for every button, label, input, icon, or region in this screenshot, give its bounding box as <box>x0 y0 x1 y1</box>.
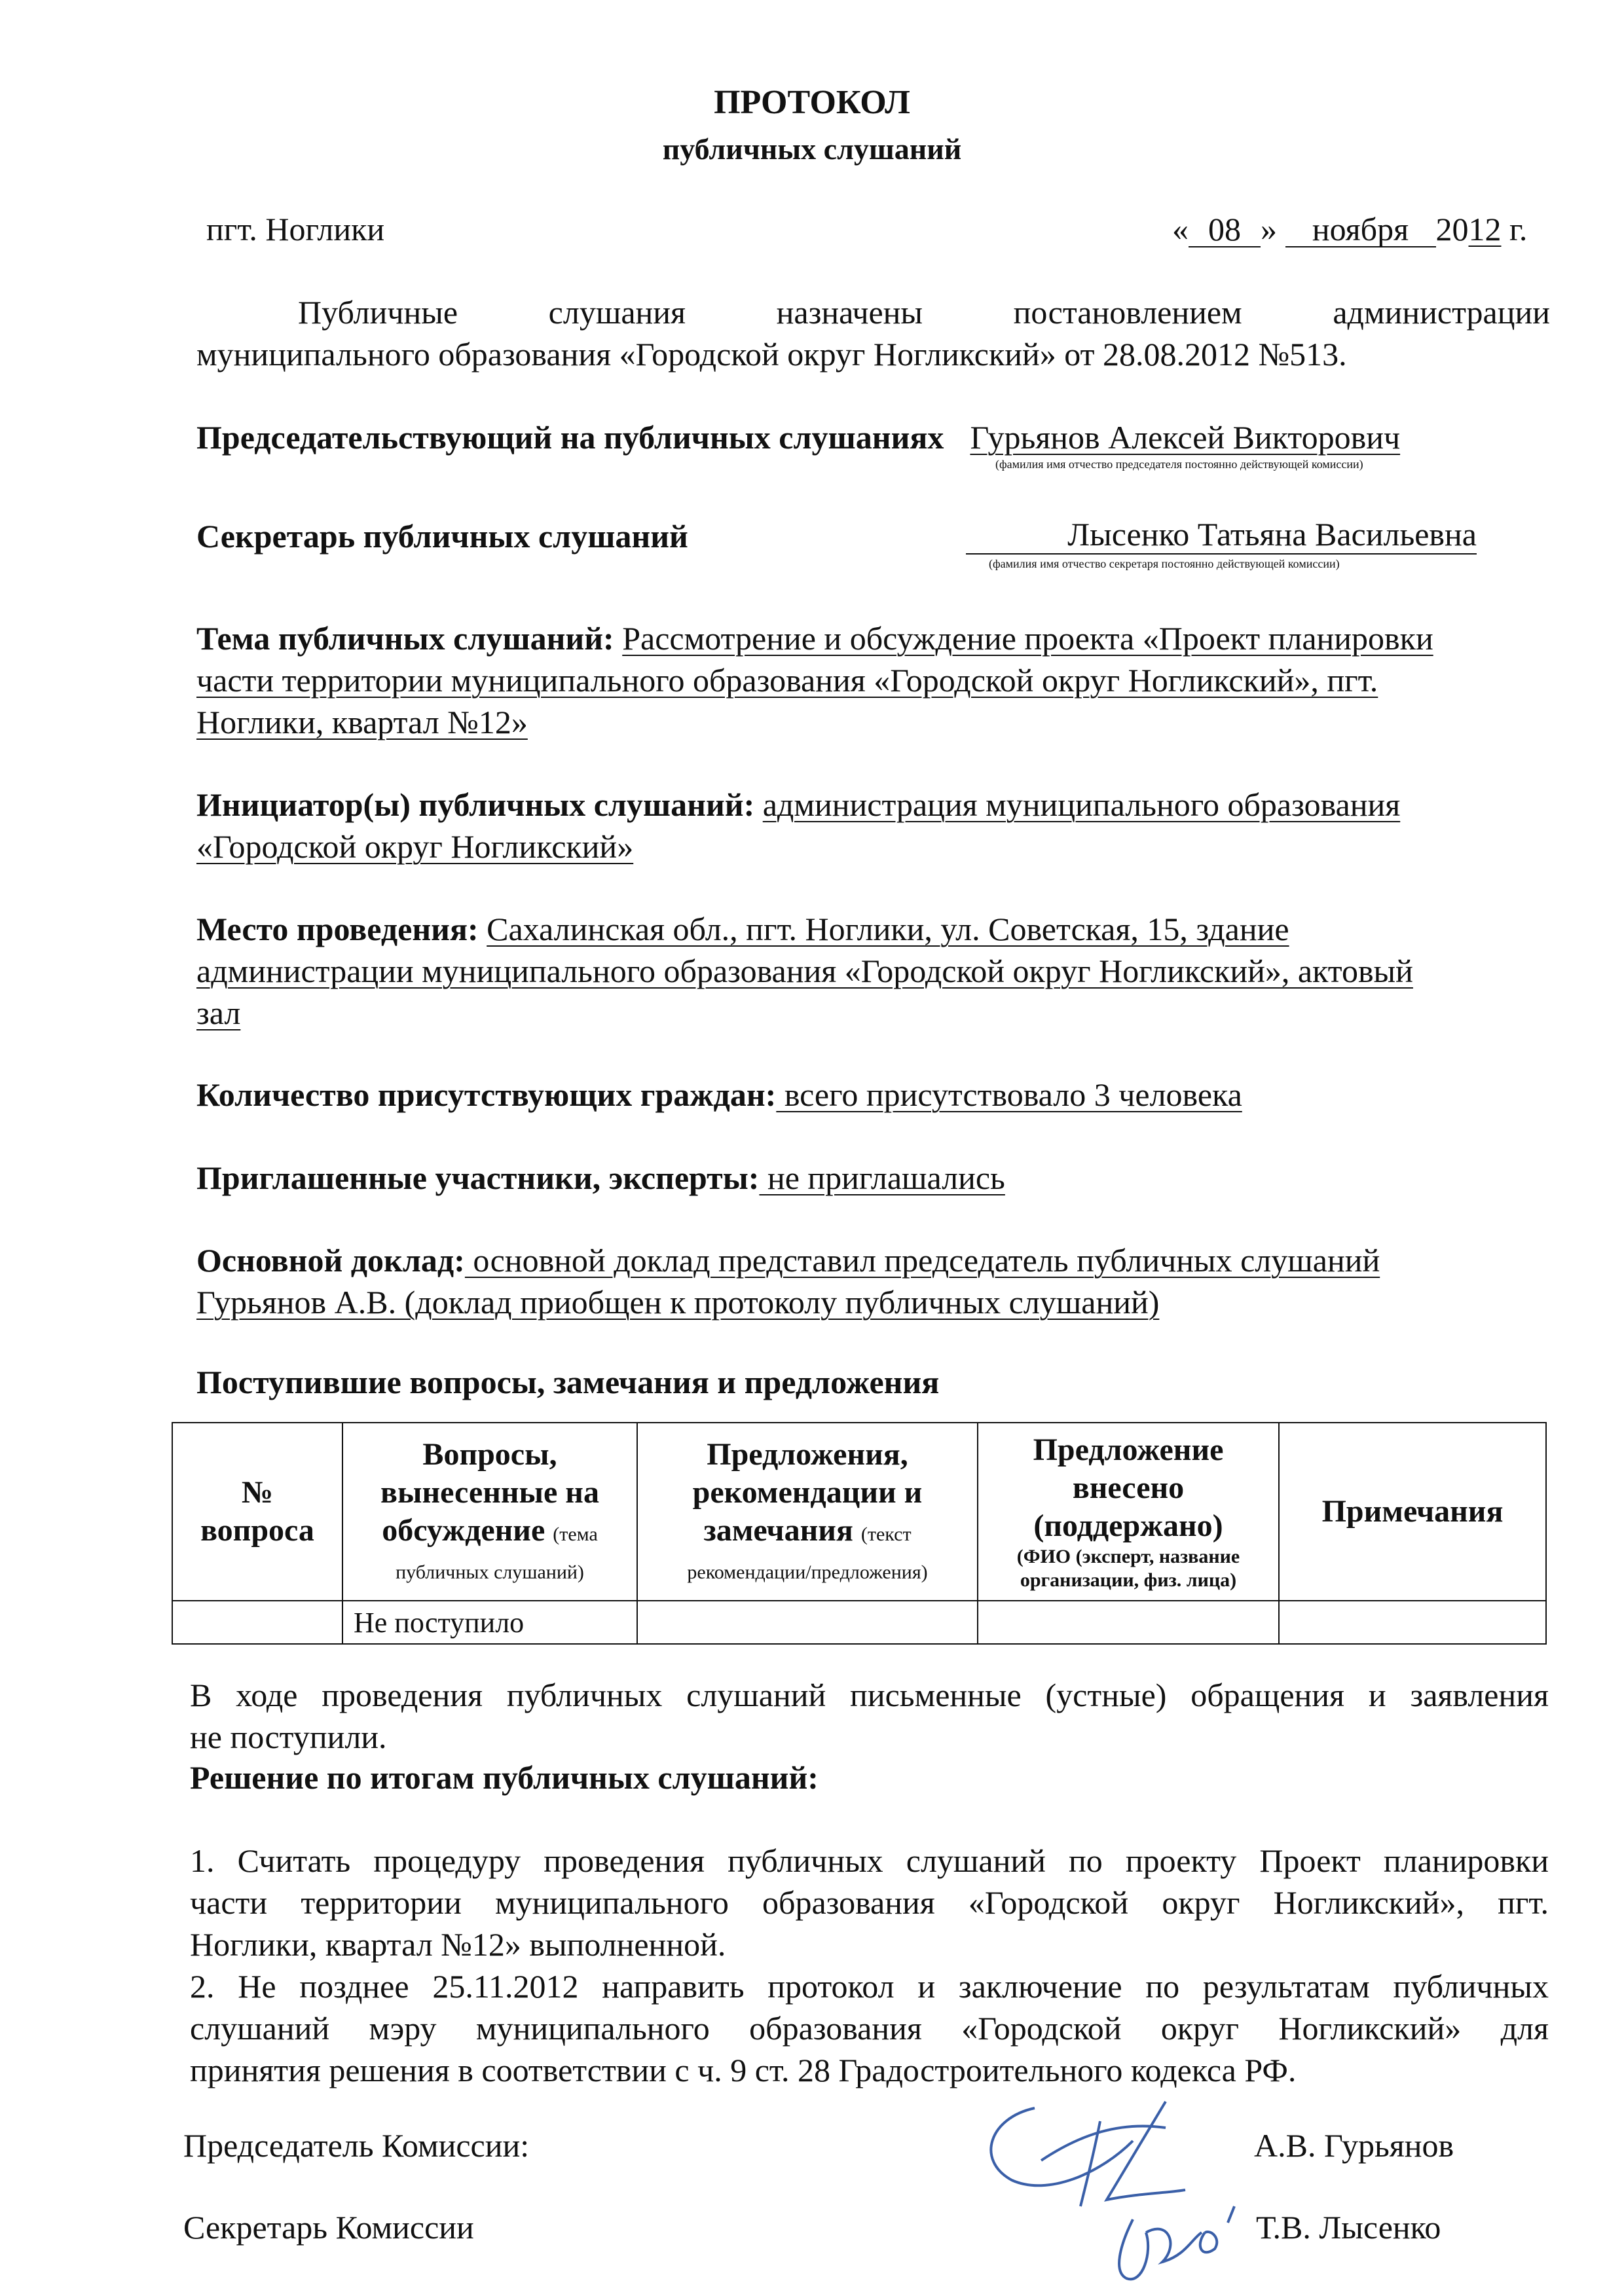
cell-number <box>172 1601 342 1644</box>
invited-row <box>196 1157 1005 1199</box>
venue-line-1 <box>196 908 1289 950</box>
date-day: 08 <box>1189 212 1261 247</box>
secretary-signature-drawing <box>1107 2193 1257 2291</box>
cell-question: Не поступило <box>342 1601 637 1644</box>
topic-label: Тема публичных слушаний: <box>196 620 614 657</box>
initiator-label: Инициатор(ы) публичных слушаний: <box>196 786 755 823</box>
header-proposals-sub: (текст рекомендации/предложения) <box>687 1523 928 1583</box>
decision-1-line-2: части территории муниципального образования «Городской округ Ногликский», пгт. <box>190 1884 1549 1921</box>
header-proposal-author <box>978 1423 1279 1601</box>
date-month: ноября <box>1285 212 1436 247</box>
date-close-quote: » <box>1261 211 1277 247</box>
initiator-text-1: администрация муниципального образования <box>762 786 1401 823</box>
chair-signature-name: А.В. Гурьянов <box>1254 2127 1454 2164</box>
venue-text-1: Сахалинская обл., пгт. Ноглики, ул. Советская, 15, здание <box>487 911 1289 947</box>
report-label: Основной доклад: <box>196 1242 465 1279</box>
report-line-1 <box>196 1239 1380 1281</box>
header-proposals <box>637 1423 978 1601</box>
decision-1-line-1: 1. Считать процедуру проведения публичных слушаний по проекту Проект планировки <box>190 1842 1549 1879</box>
intro-line-2: муниципального образования «Городской округ Ногликский» от 28.08.2012 №513. <box>196 336 1347 373</box>
date-year-suffix: 12 <box>1468 211 1502 247</box>
chairman-name: Гурьянов Алексей Викторович <box>970 419 1401 456</box>
chairman-caption: (фамилия имя отчество председателя постоянно действующей комиссии) <box>995 458 1363 471</box>
header-questions-main: Вопросы, вынесенные на обсуждение <box>380 1437 599 1548</box>
header-proposals-main: Предложения, рекомендации и замечания <box>692 1437 923 1548</box>
decision-1-line-3: Ноглики, квартал №12» выполненной. <box>190 1926 726 1963</box>
place-name: пгт. Ноглики <box>206 211 385 247</box>
attendance-label: Количество присутствующих граждан: <box>196 1076 777 1113</box>
secretary-name: Лысенко Татьяна Васильевна <box>966 515 1477 555</box>
invited-value: не приглашались <box>759 1159 1005 1196</box>
table-header-row <box>172 1423 1546 1601</box>
report-text-2: Гурьянов А.В. (доклад приобщен к протоколу публичных слушаний) <box>196 1284 1160 1321</box>
venue-text-2: администрации муниципального образования «Городской округ Ногликский», актовый <box>196 953 1413 989</box>
questions-table <box>172 1422 1547 1645</box>
topic-text-2: части территории муниципального образования «Городской округ Ногликский», пгт. <box>196 662 1378 699</box>
decision-2-line-1: 2. Не позднее 25.11.2012 направить протокол и заключение по результатам публичных <box>190 1968 1549 2005</box>
decision-2-line-2: слушаний мэру муниципального образования «Городской округ Ногликский» для <box>190 2010 1549 2047</box>
summary-line-2: не поступили. <box>190 1719 387 1755</box>
venue-text-3: зал <box>196 994 241 1031</box>
header-author-sub: (ФИО (эксперт, название организации, физ. лица) <box>1016 1546 1240 1591</box>
date-open-quote: « <box>1172 211 1189 247</box>
cell-proposal <box>637 1601 978 1644</box>
chairman-label: Председательствующий на публичных слушаниях <box>196 419 944 456</box>
invited-label: Приглашенные участники, эксперты: <box>196 1159 760 1196</box>
attendance-value: всего присутствовало 3 человека <box>776 1076 1242 1113</box>
questions-heading: Поступившие вопросы, замечания и предложения <box>196 1364 940 1400</box>
topic-line-1 <box>196 617 1433 659</box>
header-questions-sub: (тема публичных слушаний) <box>396 1523 598 1583</box>
chair-signature-label: Председатель Комиссии: <box>183 2127 530 2164</box>
initiator-line-1 <box>196 784 1400 826</box>
decision-2-line-3: принятия решения в соответствии с ч. 9 ст. 28 Градостроительного кодекса РФ. <box>190 2052 1297 2088</box>
topic-text-1: Рассмотрение и обсуждение проекта «Проект планировки <box>622 620 1433 657</box>
secretary-signature-label: Секретарь Комиссии <box>183 2209 474 2246</box>
intro-line-1: Публичные слушания назначены постановлением администрации <box>298 294 1550 331</box>
chairman-row <box>196 416 1400 458</box>
date-year-prefix: 20 <box>1435 211 1469 247</box>
venue-label: Место проведения: <box>196 911 479 947</box>
header-notes: Примечания <box>1279 1423 1546 1601</box>
secretary-label: Секретарь публичных слушаний <box>196 518 688 555</box>
decision-heading: Решение по итогам публичных слушаний: <box>190 1759 819 1796</box>
document-subtitle: публичных слушаний <box>662 132 962 166</box>
attendance-row <box>196 1074 1242 1116</box>
topic-text-3: Ноглики, квартал №12» <box>196 704 528 740</box>
header-questions <box>342 1423 637 1601</box>
secretary-caption: (фамилия имя отчество секретаря постоянно действующей комиссии) <box>989 557 1340 570</box>
header-question-number: № вопроса <box>172 1423 342 1601</box>
header-author-main: Предложение внесено (поддержано) <box>1033 1432 1224 1543</box>
cell-author <box>978 1601 1279 1644</box>
report-text-1: основной доклад представил председатель публичных слушаний <box>464 1242 1380 1279</box>
table-row <box>172 1601 1546 1644</box>
summary-line-1: В ходе проведения публичных слушаний письменные (устные) обращения и заявления <box>190 1677 1549 1713</box>
document-title: ПРОТОКОЛ <box>714 84 910 121</box>
document-date <box>1172 208 1527 250</box>
cell-note <box>1279 1601 1546 1644</box>
date-year-mark: г. <box>1509 211 1528 247</box>
initiator-text-2: «Городской округ Ногликский» <box>196 828 634 865</box>
secretary-signature-name: Т.В. Лысенко <box>1256 2209 1441 2246</box>
